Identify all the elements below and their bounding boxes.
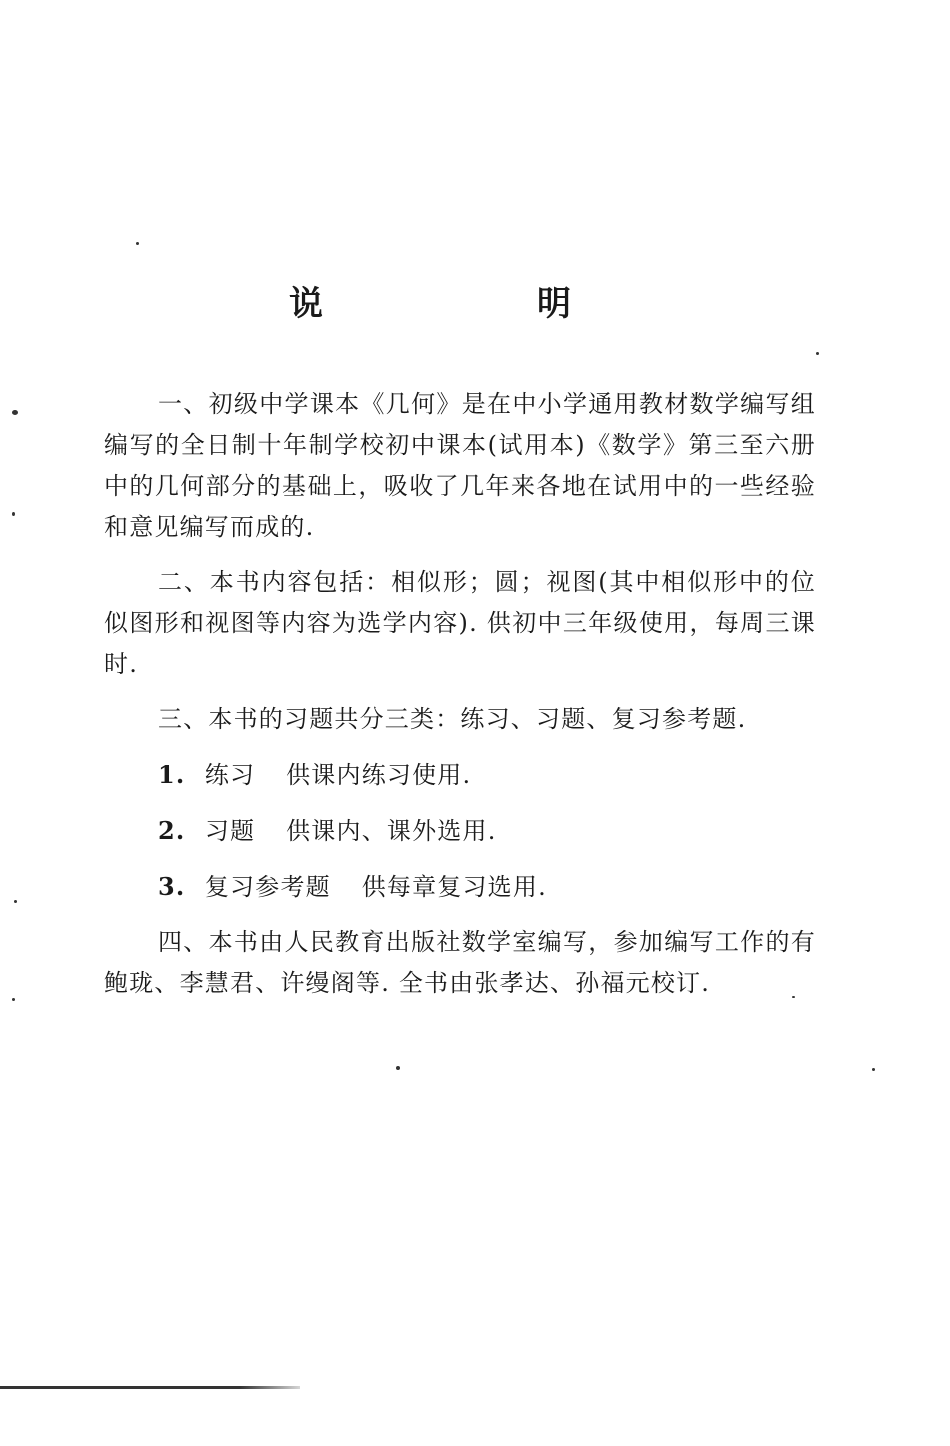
list-item (104, 810, 816, 852)
list-item (104, 754, 816, 796)
item-text: 供课内、课外选用. (286, 817, 497, 845)
item-text: 供每章复习选用. (361, 873, 547, 901)
list-item (104, 866, 816, 908)
item-label: 练习 (204, 761, 256, 789)
paragraph-1: 一、初级中学课本《几何》是在中小学通用教材数学编写组编写的全日制十年制学校初中课本(试用本)《数学》第三至六册中的几何部分的基础上，吸收了几年来各地在试用中的一些经验和意见编写而成的. (104, 390, 816, 541)
scan-speck (14, 900, 17, 903)
item-number: 1. (158, 760, 186, 789)
scan-speck (12, 410, 18, 415)
item-number: 3. (158, 872, 186, 901)
page-title: 说 明 (289, 284, 661, 324)
item-number: 2. (158, 816, 186, 845)
scan-speck (816, 352, 819, 355)
scan-speck (12, 512, 15, 516)
scan-speck (792, 996, 795, 998)
scan-speck (136, 242, 139, 245)
paragraph-4: 四、本书由人民教育出版社数学室编写，参加编写工作的有鲍珑、李慧君、许缦阁等. 全书由张孝达、孙福元校订. (104, 928, 816, 997)
item-label: 复习参考题 (204, 873, 331, 901)
item-text: 供课内练习使用. (286, 761, 472, 789)
item-label: 习题 (204, 817, 256, 845)
paragraph-3: 三、本书的习题共分三类：练习、习题、复习参考题. (158, 705, 747, 733)
scan-speck (12, 998, 15, 1001)
body-text (104, 384, 816, 1018)
scan-edge-line (0, 1386, 300, 1389)
scan-speck (396, 1066, 400, 1070)
scan-speck (872, 1068, 875, 1071)
paragraph-2: 二、本书内容包括：相似形；圆；视图(其中相似形中的位似图形和视图等内容为选学内容). 供初中三年级使用，每周三课时. (104, 568, 816, 678)
